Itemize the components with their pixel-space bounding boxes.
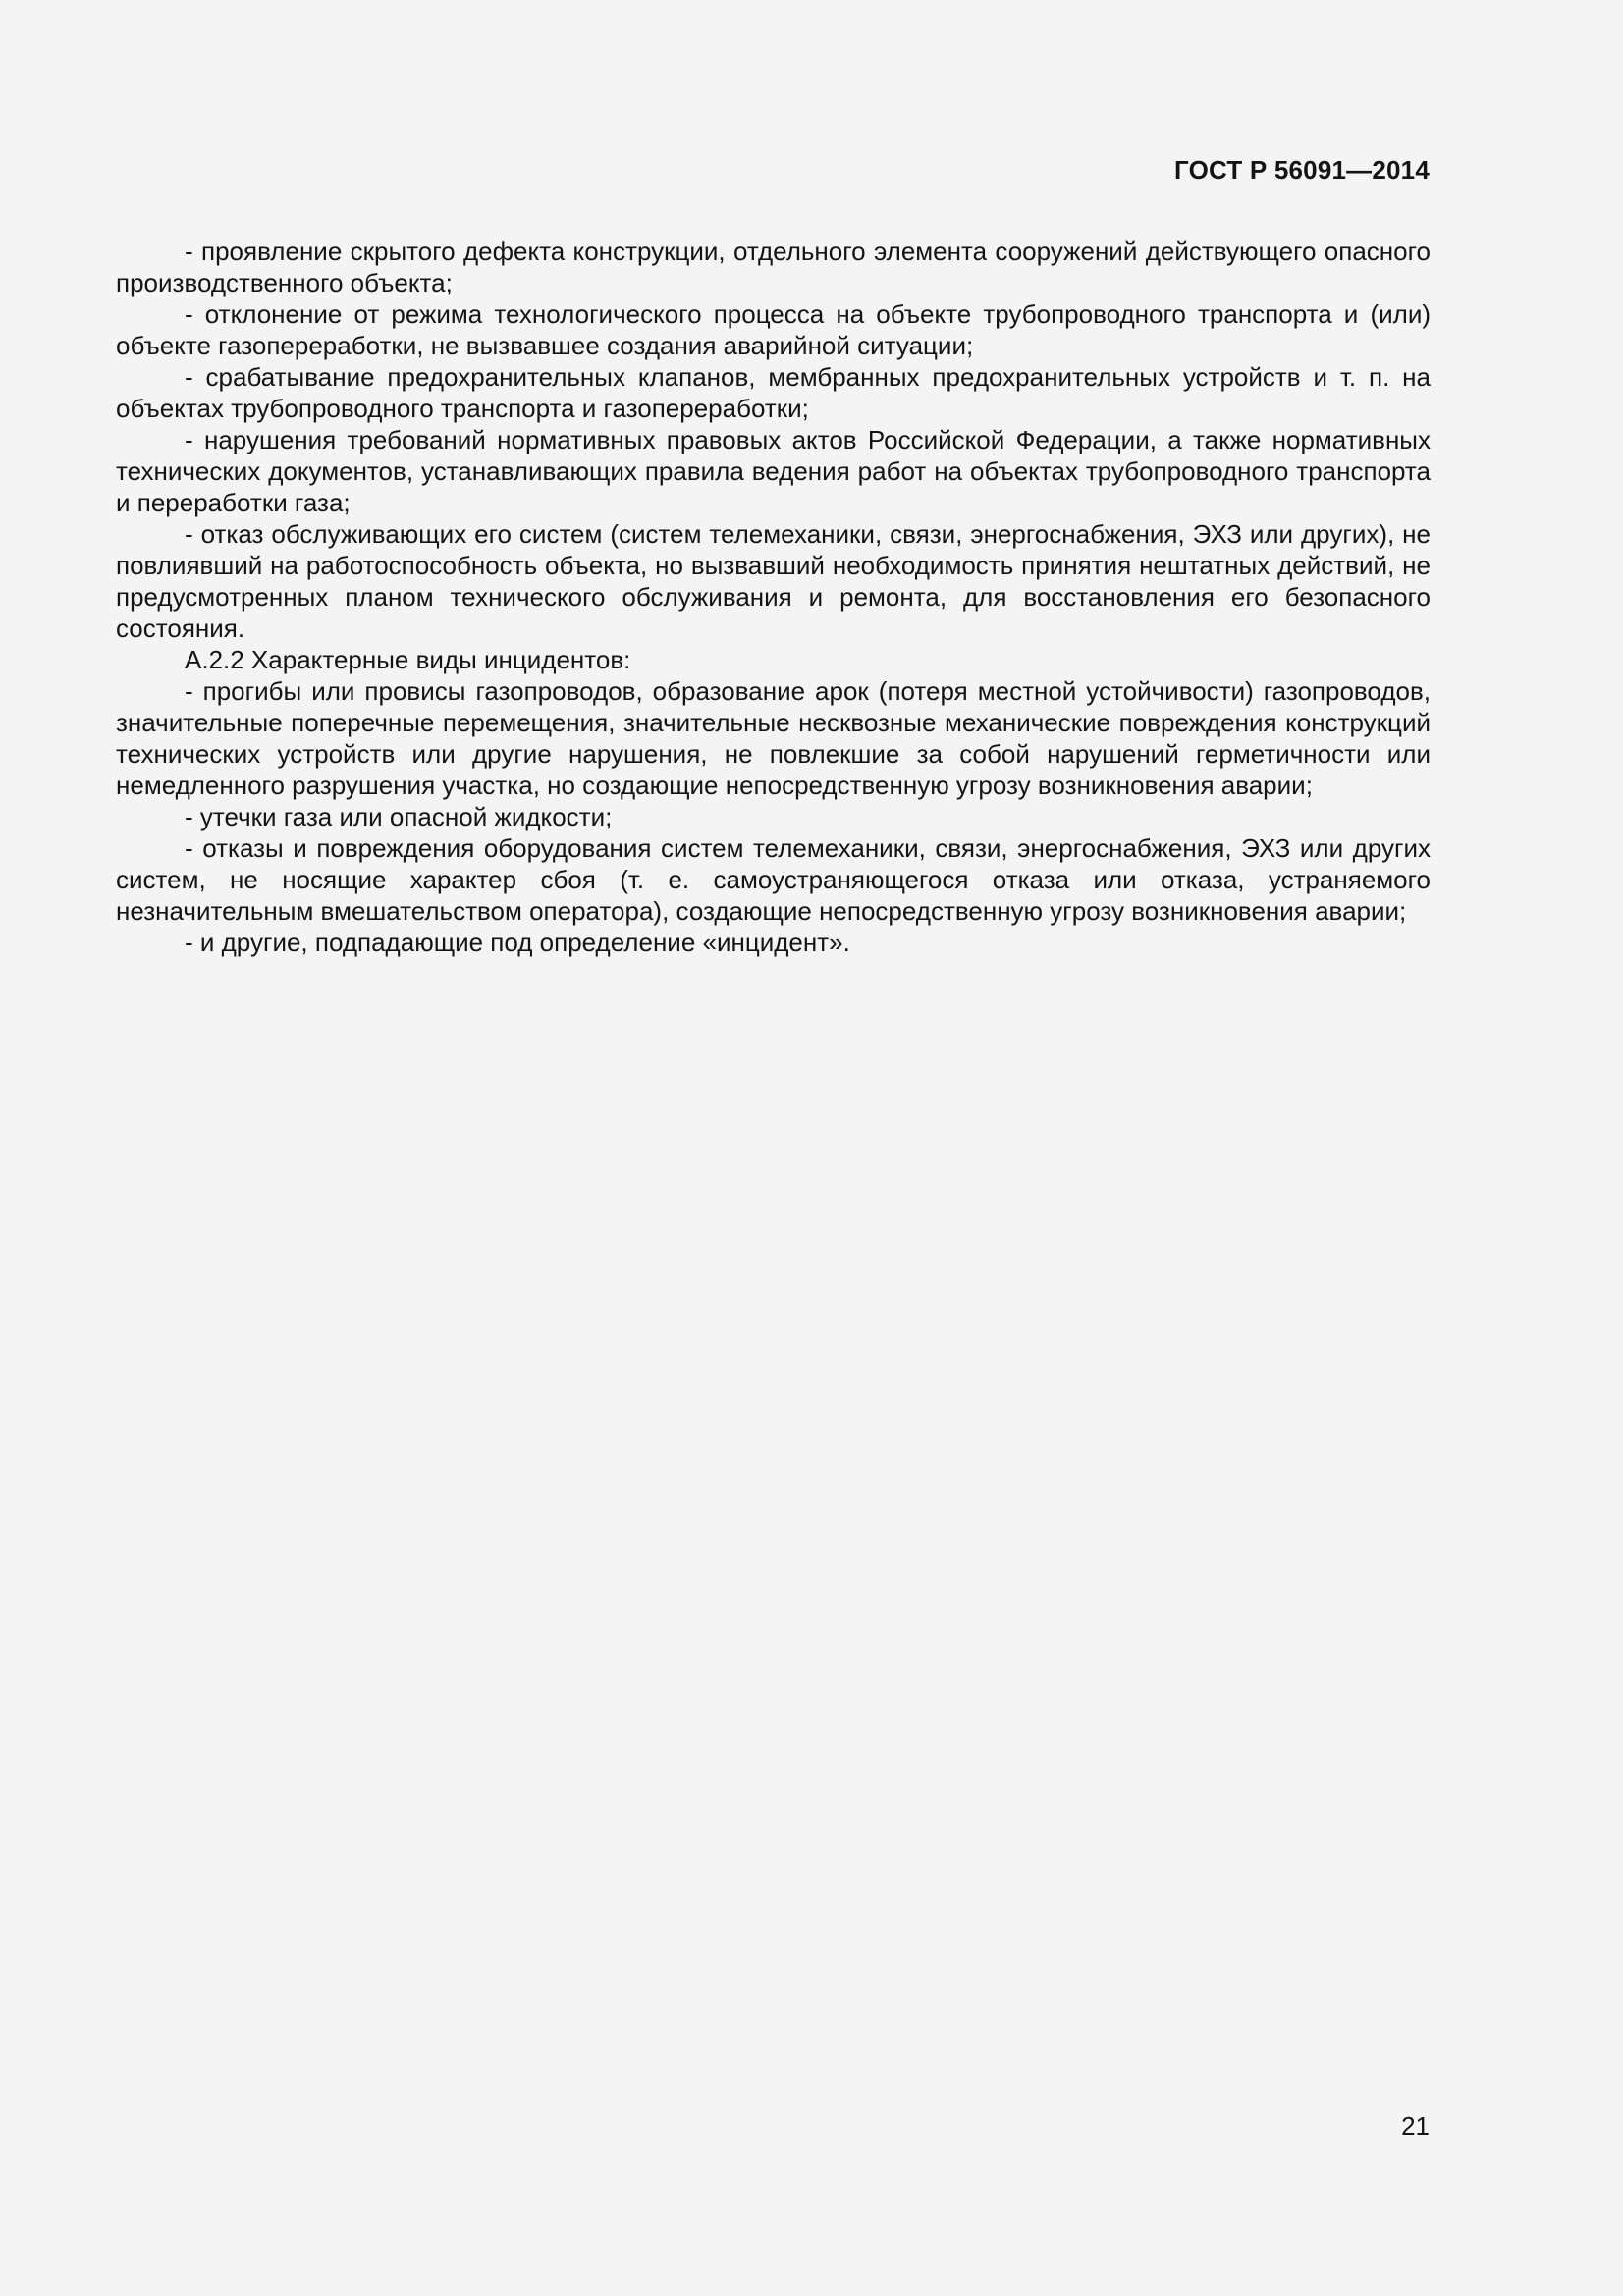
section-heading-incident-types: А.2.2 Характерные виды инцидентов: bbox=[185, 645, 631, 674]
paragraph-equipment-failure: - отказы и повреждения оборудования систем телемеханики, связи, энергоснабжения, ЭХЗ или других систем, не носящие характер сбоя (т. е. самоустраняющегося отказа или отказа, устраняемого незначительным вмешательством оператора), создающие непосредственную угрозу возникновения аварии; bbox=[116, 833, 1431, 926]
paragraph-other-incidents: - и другие, подпадающие под определение «инцидент». bbox=[185, 928, 850, 957]
paragraph-service-system-failure: - отказ обслуживающих его систем (систем телемеханики, связи, энергоснабжения, ЭХЗ или других), не повлиявший на работоспособность объекта, но вызвавший необходимость принятия нештатных действий, не предусмотренных планом технического обслуживания и ремонта, для восстановления его безопасного состояния. bbox=[116, 519, 1431, 643]
page-number: 21 bbox=[1401, 2111, 1430, 2141]
paragraph-regulation-violation: - нарушения требований нормативных правовых актов Российской Федерации, а также нормативных технических документов, устанавливающих правила ведения работ на объектах трубопроводного транспорта и переработки газа; bbox=[116, 425, 1431, 517]
document-body bbox=[116, 236, 1431, 958]
paragraph-gas-leak: - утечки газа или опасной жидкости; bbox=[185, 802, 613, 831]
paragraph-latent-defect: - проявление скрытого дефекта конструкции, отдельного элемента сооружений действующего опасного производственного объекта; bbox=[116, 237, 1431, 297]
paragraph-process-deviation: - отклонение от режима технологического процесса на объекте трубопроводного транспорта и (или) объекте газопереработки, не вызвавшее создания аварийной ситуации; bbox=[116, 299, 1431, 360]
paragraph-pipeline-deformation: - прогибы или провисы газопроводов, образование арок (потеря местной устойчивости) газопроводов, значительные поперечные перемещения, значительные несквозные механические повреждения конструкций технических устройств или другие нарушения, не повлекшие за собой нарушений герметичности или немедленного разрушения участка, но создающие непосредственную угрозу возникновения аварии; bbox=[116, 676, 1431, 800]
document-code: ГОСТ Р 56091—2014 bbox=[1174, 155, 1430, 185]
paragraph-safety-valve-activation: - срабатывание предохранительных клапанов, мембранных предохранительных устройств и т. п. на объектах трубопроводного транспорта и газопереработки; bbox=[116, 362, 1431, 423]
